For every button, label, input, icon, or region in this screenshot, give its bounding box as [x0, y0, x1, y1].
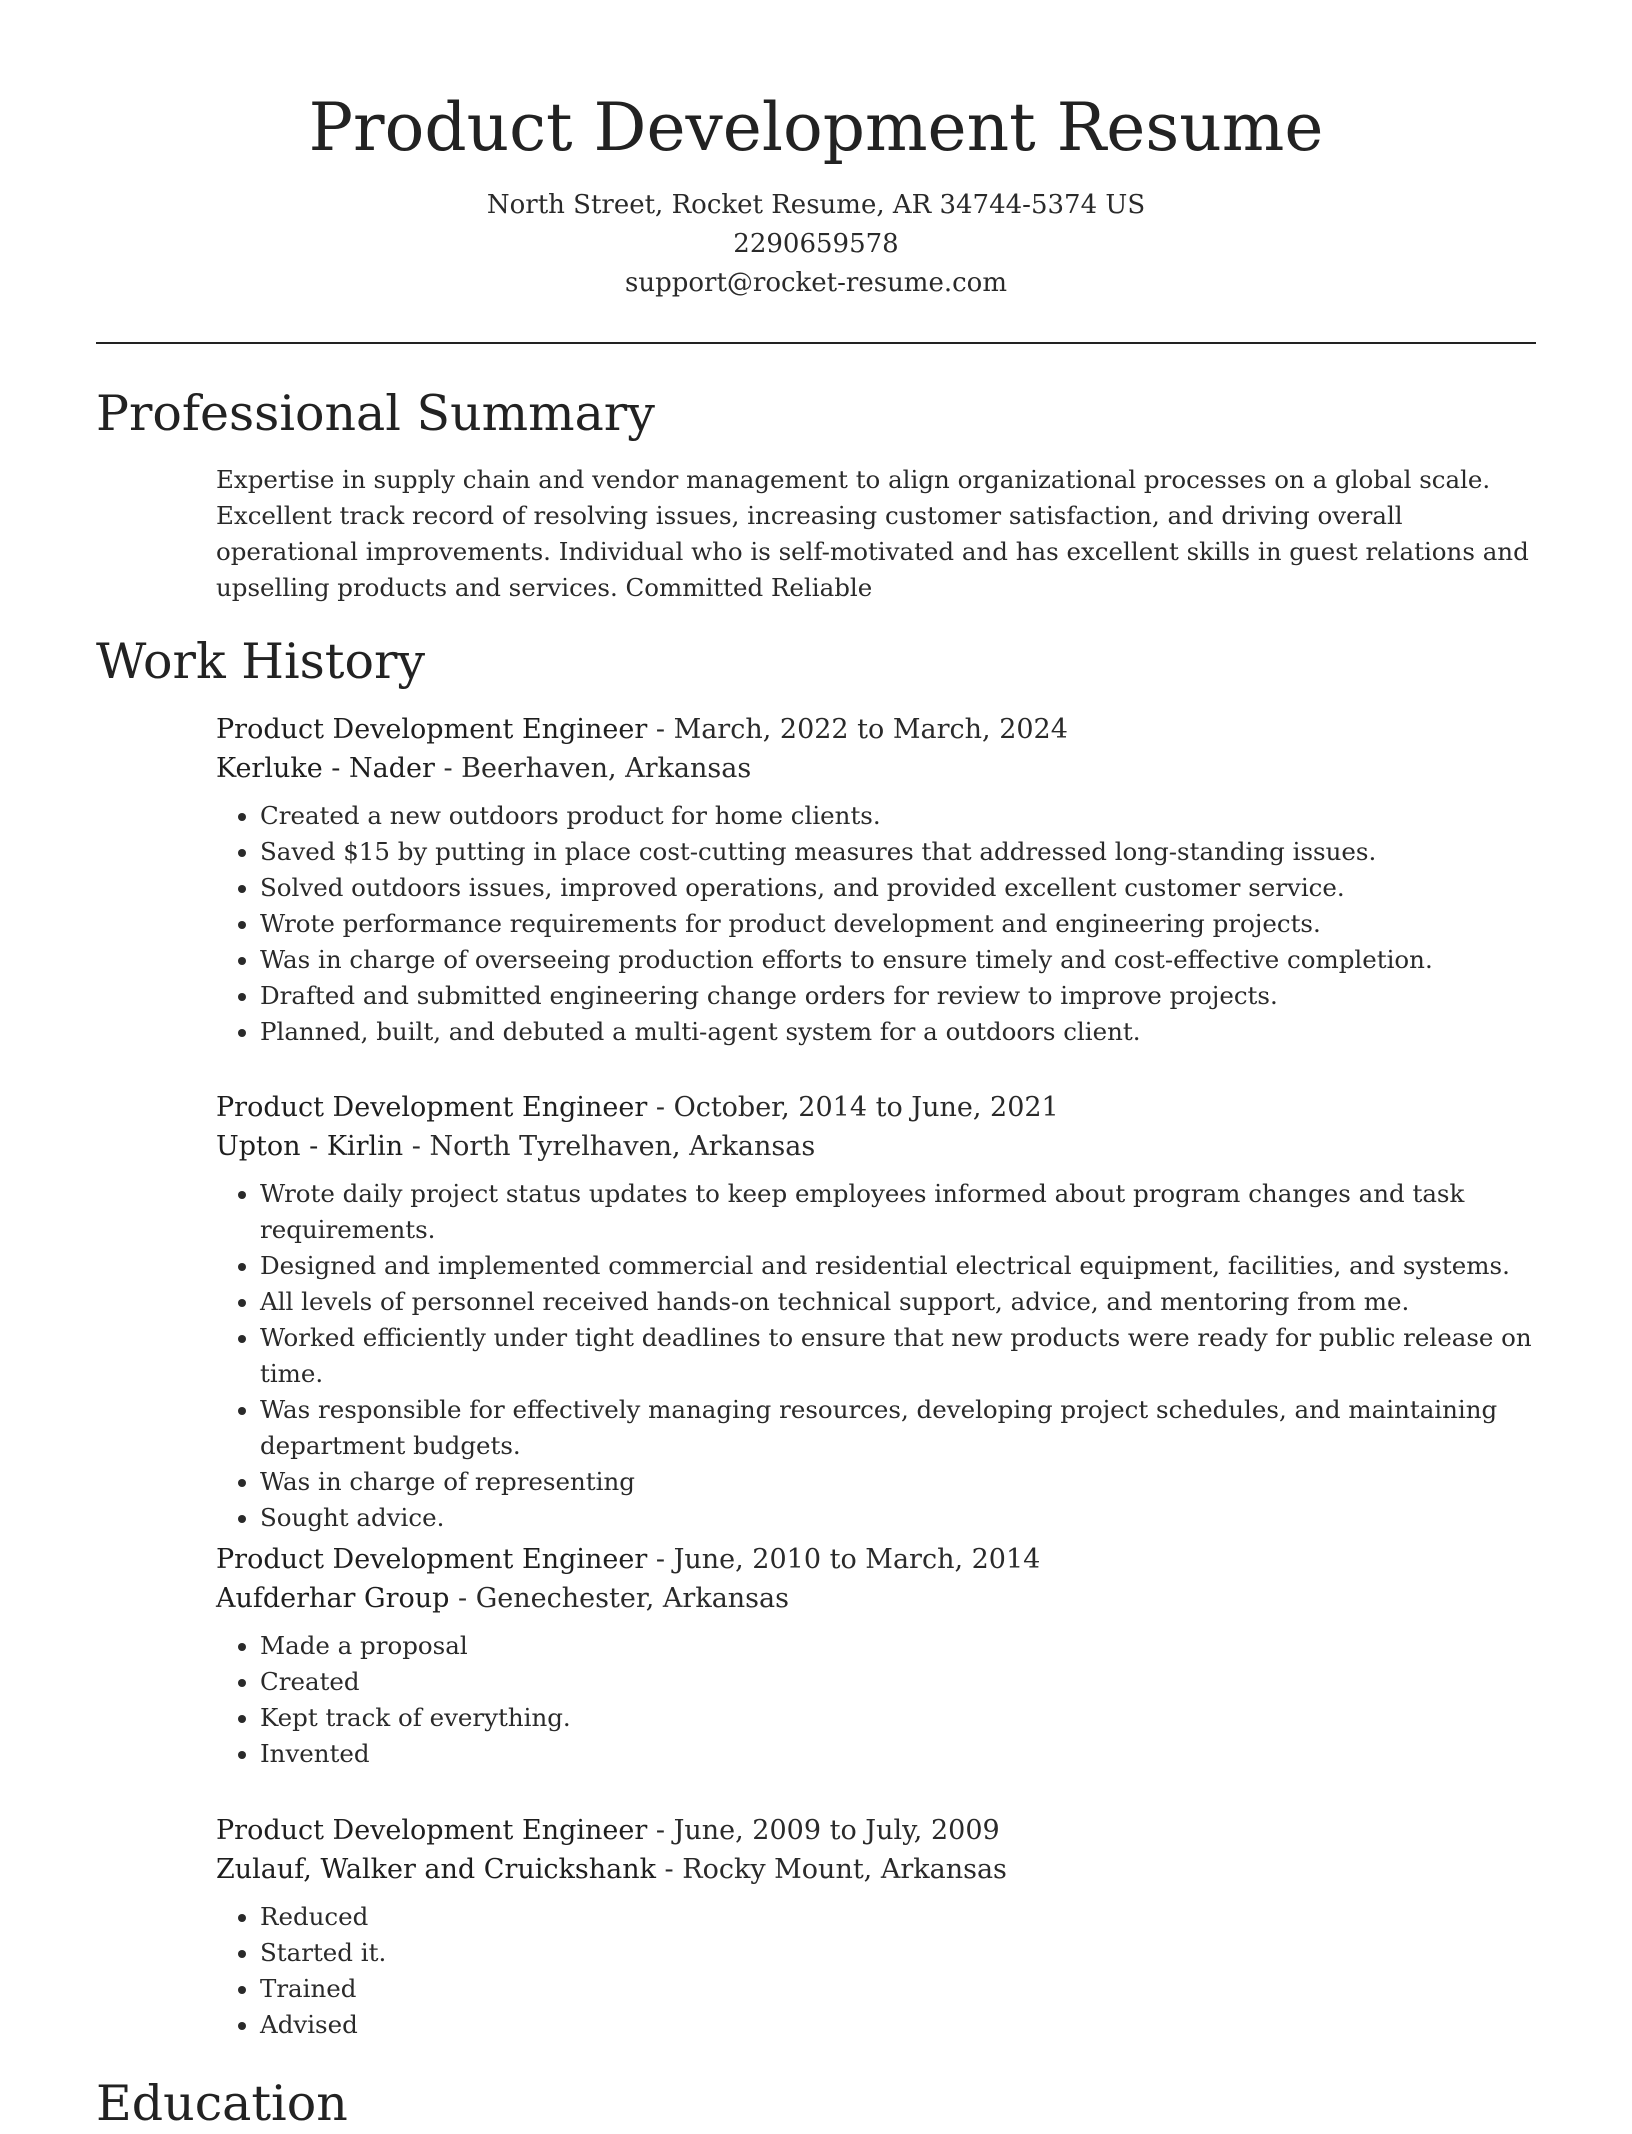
- job-company: Aufderhar Group: [216, 1583, 450, 1614]
- job-title-line: [216, 1088, 1556, 1127]
- job-company-line: [216, 1127, 1556, 1166]
- separator: -: [449, 1583, 476, 1614]
- list-item: • Made a proposal: [260, 1628, 1556, 1664]
- job-bullets: [216, 1176, 1556, 1536]
- job-title-line: [216, 1540, 1556, 1579]
- summary-text: Expertise in supply chain and vendor management to align organizational processes on a global scale. Excellent track record of resolving issues, increasing customer satisfaction, and driving overall operational improvements. Individual who is self-motivated and has excellent skills in guest relations and upselling products and services. Committed Reliable: [216, 465, 1529, 602]
- education-heading: Education: [96, 2075, 348, 2132]
- job-location: Genechester, Arkansas: [475, 1583, 789, 1614]
- job-company-line: [216, 749, 1556, 788]
- list-item: • Trained: [260, 1971, 1556, 2007]
- job-title: Product Development Engineer: [216, 1544, 648, 1575]
- summary-heading: Professional Summary: [96, 385, 655, 442]
- list-item: • Kept track of everything.: [260, 1700, 1556, 1736]
- job-location: Rocky Mount, Arkansas: [682, 1854, 1007, 1885]
- job-dates: October, 2014 to June, 2021: [673, 1092, 1059, 1123]
- job-entry: [216, 1088, 1556, 1536]
- separator: -: [647, 1092, 674, 1123]
- list-item: • Solved outdoors issues, improved operations, and provided excellent customer service.: [260, 870, 1556, 906]
- job-bullets: [216, 1899, 1556, 2043]
- job-dates: June, 2010 to March, 2014: [673, 1544, 1041, 1575]
- list-item: • Was in charge of representing: [260, 1464, 1556, 1500]
- list-item: • Advised: [260, 2007, 1556, 2043]
- list-item: • Wrote performance requirements for product development and engineering projects.: [260, 906, 1556, 942]
- list-item: • All levels of personnel received hands-on technical support, advice, and mentoring from me.: [260, 1284, 1556, 1320]
- list-item: • Was responsible for effectively managing resources, developing project schedules, and maintaining department budgets.: [260, 1392, 1556, 1464]
- contact-block: [0, 186, 1632, 303]
- address: North Street, Rocket Resume, AR 34744-5374 US: [486, 190, 1146, 220]
- list-item: • Saved $15 by putting in place cost-cutting measures that addressed long-standing issues.: [260, 834, 1556, 870]
- list-item: • Planned, built, and debuted a multi-agent system for a outdoors client.: [260, 1014, 1556, 1050]
- resume-header: [0, 84, 1632, 303]
- list-item: • Reduced: [260, 1899, 1556, 1935]
- email: support@rocket-resume.com: [624, 268, 1007, 298]
- job-company-line: [216, 1579, 1556, 1618]
- separator: -: [403, 1131, 430, 1162]
- job-entry: [216, 1811, 1556, 2043]
- job-company-line: [216, 1850, 1556, 1889]
- resume-title: Product Development Resume: [308, 89, 1324, 166]
- job-title-line: [216, 1811, 1556, 1850]
- job-title: Product Development Engineer: [216, 1815, 648, 1846]
- list-item: • Wrote daily project status updates to keep employees informed about program changes and task requirements.: [260, 1176, 1556, 1248]
- list-item: • Worked efficiently under tight deadlines to ensure that new products were ready for public release on time.: [260, 1320, 1556, 1392]
- work-history-heading: Work History: [96, 633, 426, 690]
- job-dates: June, 2009 to July, 2009: [673, 1815, 1000, 1846]
- job-company: Upton - Kirlin: [216, 1131, 404, 1162]
- separator: -: [647, 1815, 674, 1846]
- job-entry: [216, 710, 1556, 1050]
- job-entry: [216, 1540, 1556, 1772]
- separator: -: [434, 753, 462, 784]
- separator: -: [647, 714, 674, 745]
- list-item: • Invented: [260, 1736, 1556, 1772]
- list-item: • Created a new outdoors product for home clients.: [260, 798, 1556, 834]
- phone: 2290659578: [733, 229, 899, 259]
- list-item: • Drafted and submitted engineering change orders for review to improve projects.: [260, 978, 1556, 1014]
- job-title: Product Development Engineer: [216, 1092, 648, 1123]
- list-item: • Started it.: [260, 1935, 1556, 1971]
- separator: -: [655, 1854, 683, 1885]
- job-dates: March, 2022 to March, 2024: [673, 714, 1068, 745]
- separator: -: [647, 1544, 674, 1575]
- job-location: North Tyrelhaven, Arkansas: [429, 1131, 816, 1162]
- header-divider: [96, 342, 1536, 344]
- job-company: Kerluke - Nader: [216, 753, 435, 784]
- job-location: Beerhaven, Arkansas: [461, 753, 752, 784]
- list-item: • Created: [260, 1664, 1556, 1700]
- list-item: • Was in charge of overseeing production efforts to ensure timely and cost-effective completion.: [260, 942, 1556, 978]
- job-title: Product Development Engineer: [216, 714, 648, 745]
- job-bullets: [216, 798, 1556, 1050]
- job-title-line: [216, 710, 1556, 749]
- list-item: • Designed and implemented commercial and residential electrical equipment, facilities, and systems.: [260, 1248, 1556, 1284]
- job-bullets: [216, 1628, 1556, 1772]
- job-company: Zulauf, Walker and Cruickshank: [216, 1854, 656, 1885]
- list-item: • Sought advice.: [260, 1500, 1556, 1536]
